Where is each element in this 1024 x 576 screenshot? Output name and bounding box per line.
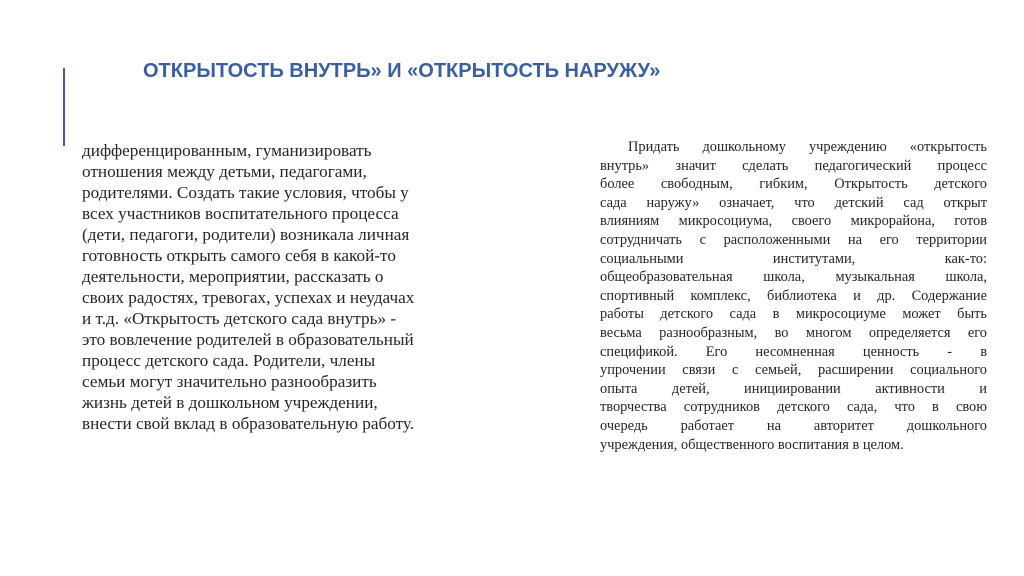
- right-text-line: сотрудничать с расположенными на его территории: [600, 231, 987, 248]
- right-text-line: работы детского сада в микросоциуме может быть: [600, 306, 987, 323]
- right-text-line: сада наружу» означает, что детский сад открыт: [600, 194, 987, 211]
- right-text-line: внутрь» значит сделать педагогический процесс: [600, 157, 987, 174]
- left-text-line: всех участников воспитательного процесса: [82, 204, 399, 223]
- left-text-line: процесс детского сада. Родители, члены: [82, 351, 376, 370]
- right-text-column: [600, 138, 987, 454]
- left-text-line: и т.д. «Открытость детского сада внутрь» -: [82, 309, 397, 328]
- right-text-line: очередь работает на авторитет дошкольного: [600, 417, 987, 434]
- right-text-line: весьма разнообразным, во многом определяется его: [600, 324, 987, 341]
- left-text-line: своих радостях, тревогах, успехах и неудачах: [82, 288, 415, 307]
- left-text-line: отношения между детьми, педагогами,: [82, 162, 367, 181]
- left-text-line: семьи могут значительно разнообразить: [82, 372, 377, 391]
- right-text-line: творчества сотрудников детского сада, что в свою: [600, 399, 987, 416]
- right-text-line: влияниям микросоциума, своего микрорайона, готов: [600, 213, 987, 230]
- right-text-line: опыта детей, инициировании активности и: [600, 380, 987, 397]
- left-text-line: (дети, педагоги, родители) возникала личная: [82, 225, 410, 244]
- right-text-line: упрочении связи с семьей, расширении социального: [600, 362, 987, 379]
- left-text-line: жизнь детей в дошкольном учреждении,: [82, 393, 378, 412]
- title-accent-bar: [63, 68, 65, 146]
- slide-title: ОТКРЫТОСТЬ ВНУТРЬ» И «ОТКРЫТОСТЬ НАРУЖУ»: [143, 60, 661, 82]
- left-text-column: [82, 140, 468, 434]
- right-text-line: более свободным, гибким, Открытость детского: [600, 176, 987, 193]
- right-text-line: Придать дошкольному учреждению «открытость: [628, 139, 987, 155]
- left-text-line: деятельности, мероприятии, рассказать о: [82, 267, 384, 286]
- left-text-line: это вовлечение родителей в образовательный: [82, 330, 414, 349]
- left-text-line: готовность открыть самого себя в какой-то: [82, 246, 396, 265]
- right-text-line: общеобразовательная школа, музыкальная школа,: [600, 269, 987, 286]
- left-text-line: дифференцированным, гуманизировать: [82, 141, 372, 160]
- right-text-line: учреждения, общественного воспитания в целом.: [600, 436, 904, 453]
- left-text-line: родителями. Создать такие условия, чтобы у: [82, 183, 409, 202]
- right-text-line: социальными институтами, как-то:: [600, 250, 987, 267]
- right-text-line: спецификой. Его несомненная ценность - в: [600, 343, 987, 360]
- right-text-line: спортивный комплекс, библиотека и др. Содержание: [600, 287, 987, 304]
- left-text-line: внести свой вклад в образовательную работу.: [82, 414, 415, 433]
